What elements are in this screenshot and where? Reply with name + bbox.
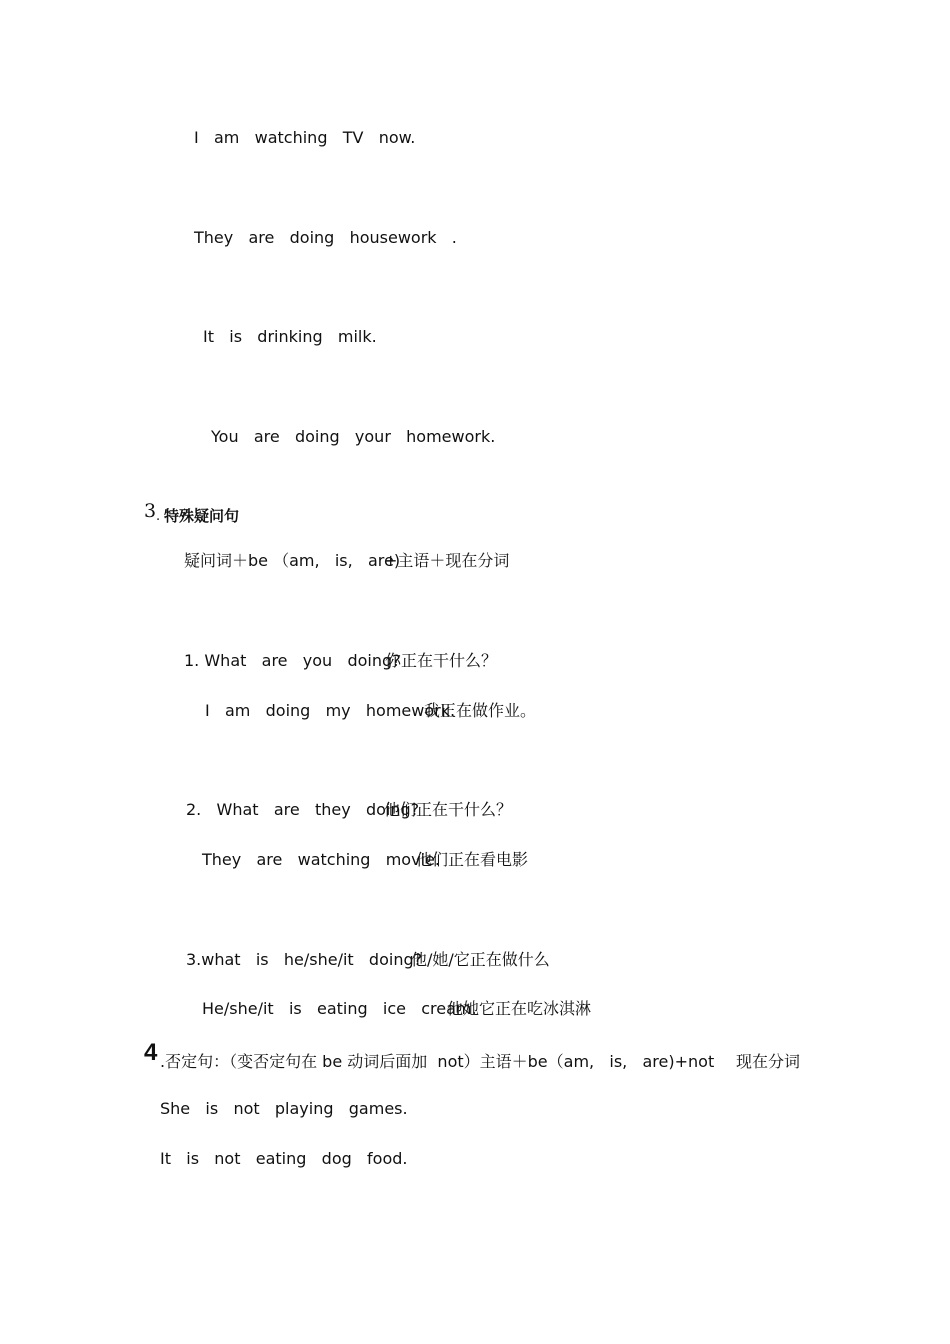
question-3-gloss: 他/她/它正在做什么 <box>411 950 550 969</box>
section-4-text: .否定句：（变否定句在 be 动词后面加 not）主语＋be（am, is, are)+not <box>160 1052 715 1071</box>
section-4-text-tail: 现在分词 <box>736 1052 801 1071</box>
section-3-title: 特殊疑问句 <box>164 507 240 525</box>
answer-3: He/she/it is eating ice cream. <box>202 999 477 1018</box>
example-line-3: It is drinking milk. <box>203 327 377 346</box>
section-3-formula-tail: +主语＋现在分词 <box>384 551 510 570</box>
section-3-formula: 疑问词＋be （am, is, are) <box>184 551 401 570</box>
question-2-gloss: 他们正在干什么？ <box>384 800 513 819</box>
negative-example-2: It is not eating dog food. <box>160 1149 408 1168</box>
answer-3-gloss: 他她它正在吃冰淇淋 <box>447 999 592 1018</box>
example-line-1: I am watching TV now. <box>194 128 416 147</box>
answer-1-gloss: 我正在做作业。 <box>424 701 537 720</box>
section-4-number: 4 <box>144 1039 158 1066</box>
example-line-4: You are doing your homework. <box>211 427 496 446</box>
question-3: 3.what is he/she/it doing? <box>186 950 423 969</box>
question-1-gloss: 你正在干什么？ <box>385 651 498 670</box>
question-2: 2. What are they doing? <box>186 800 420 819</box>
answer-1: I am doing my homework. <box>205 701 456 720</box>
section-3-number: 3 <box>144 500 157 522</box>
answer-2: They are watching movie. <box>202 850 440 869</box>
section-3-dot: . <box>156 509 161 524</box>
question-1: 1. What are you doing? <box>184 651 401 670</box>
negative-example-1: She is not playing games. <box>160 1099 408 1118</box>
example-line-2: They are doing housework . <box>194 228 457 247</box>
answer-2-gloss: 他们正在看电影 <box>416 850 529 869</box>
